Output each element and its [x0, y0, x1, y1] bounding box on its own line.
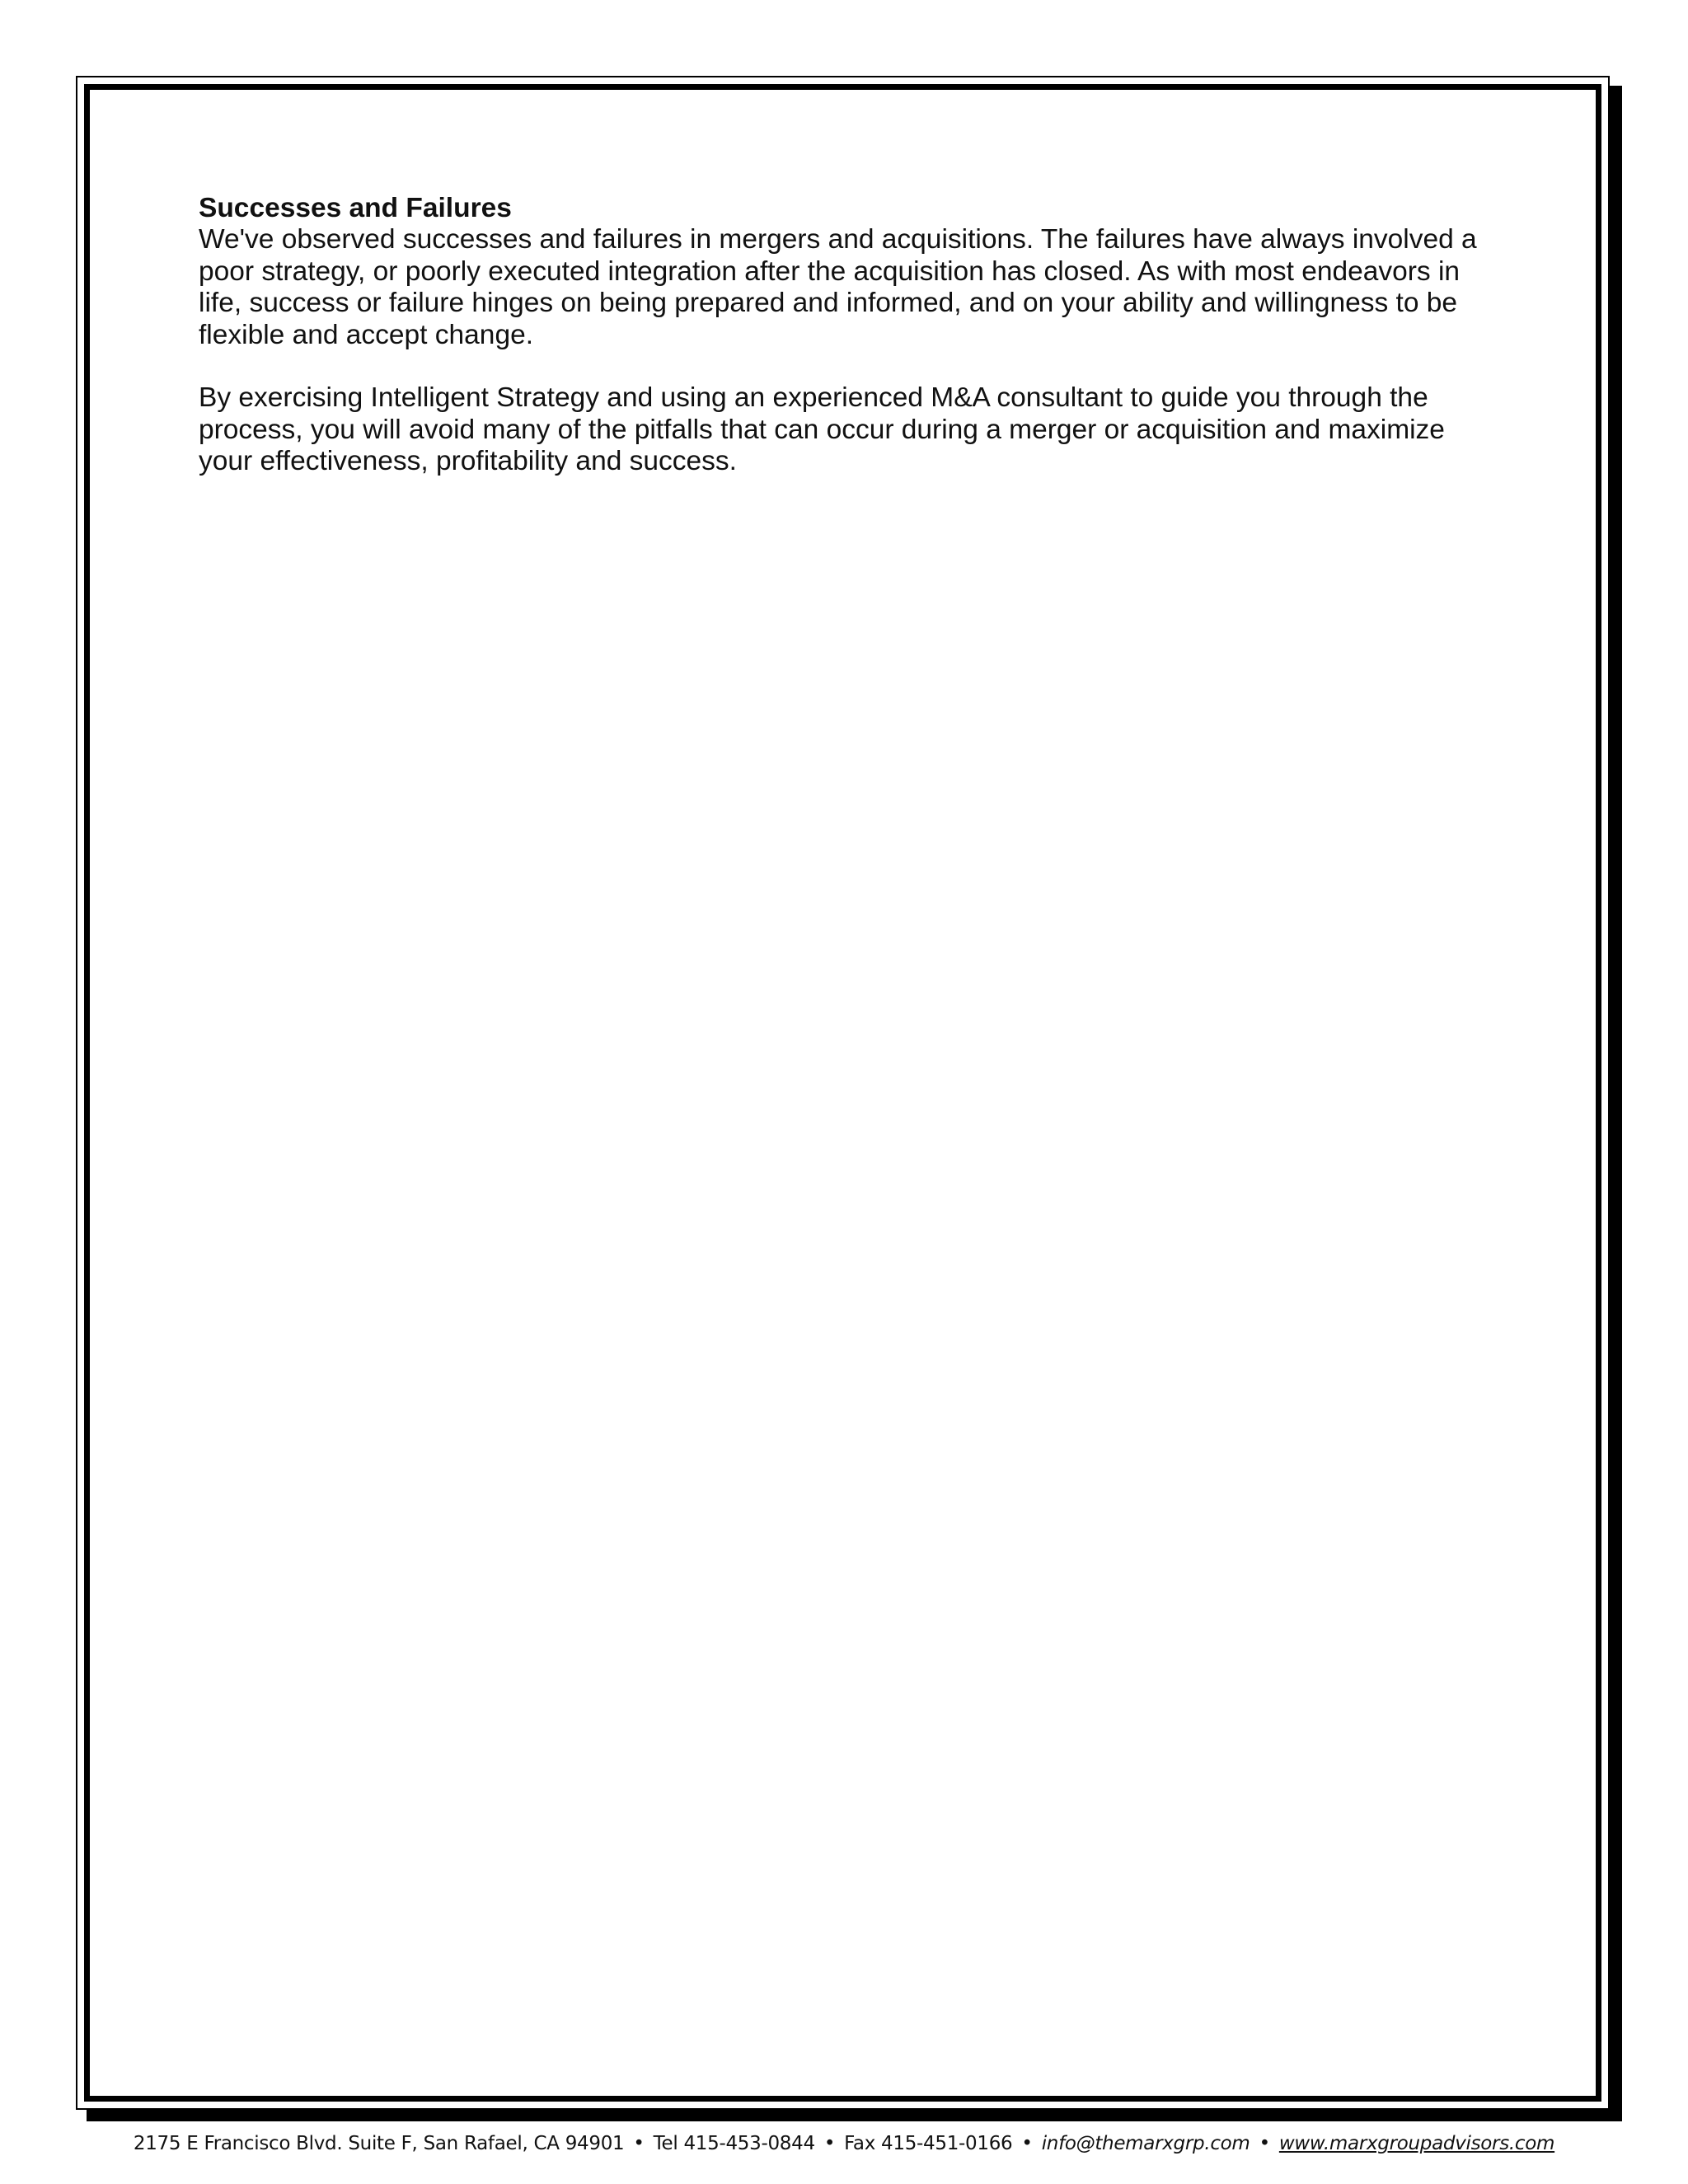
footer-separator: •: [823, 2133, 836, 2154]
footer-website-link[interactable]: www.marxgroupadvisors.com: [1278, 2133, 1555, 2154]
footer-fax: Fax 415-451-0166: [844, 2133, 1013, 2154]
footer-separator: •: [633, 2133, 645, 2154]
paragraph-2: By exercising Intelligent Strategy and using an experienced M&A consultant to guide you through the process, you will avoid many of the pitfalls that can occur during a merger or acquisition and maximize your effectiveness, profitability and success.: [199, 382, 1445, 476]
paragraph-1: We've observed successes and failures in mergers and acquisitions. The failures have always involved a poor strategy, or poorly executed integration after the acquisition has closed. As with most endeavors in life, success or failure hinges on being prepared and informed, and on your ability and willingness to be flexible and accept change.: [199, 224, 1477, 350]
footer-tel: Tel 415-453-0844: [653, 2133, 815, 2154]
footer-separator: •: [1259, 2133, 1270, 2154]
page-footer: [0, 2131, 1688, 2156]
section-title: Successes and Failures: [199, 193, 512, 223]
footer-separator: •: [1021, 2133, 1033, 2154]
footer-email-link[interactable]: info@themarxgrp.com: [1041, 2133, 1250, 2154]
footer-address: 2175 E Francisco Blvd. Suite F, San Rafael, CA 94901: [133, 2133, 625, 2154]
document-body: [199, 193, 1493, 478]
